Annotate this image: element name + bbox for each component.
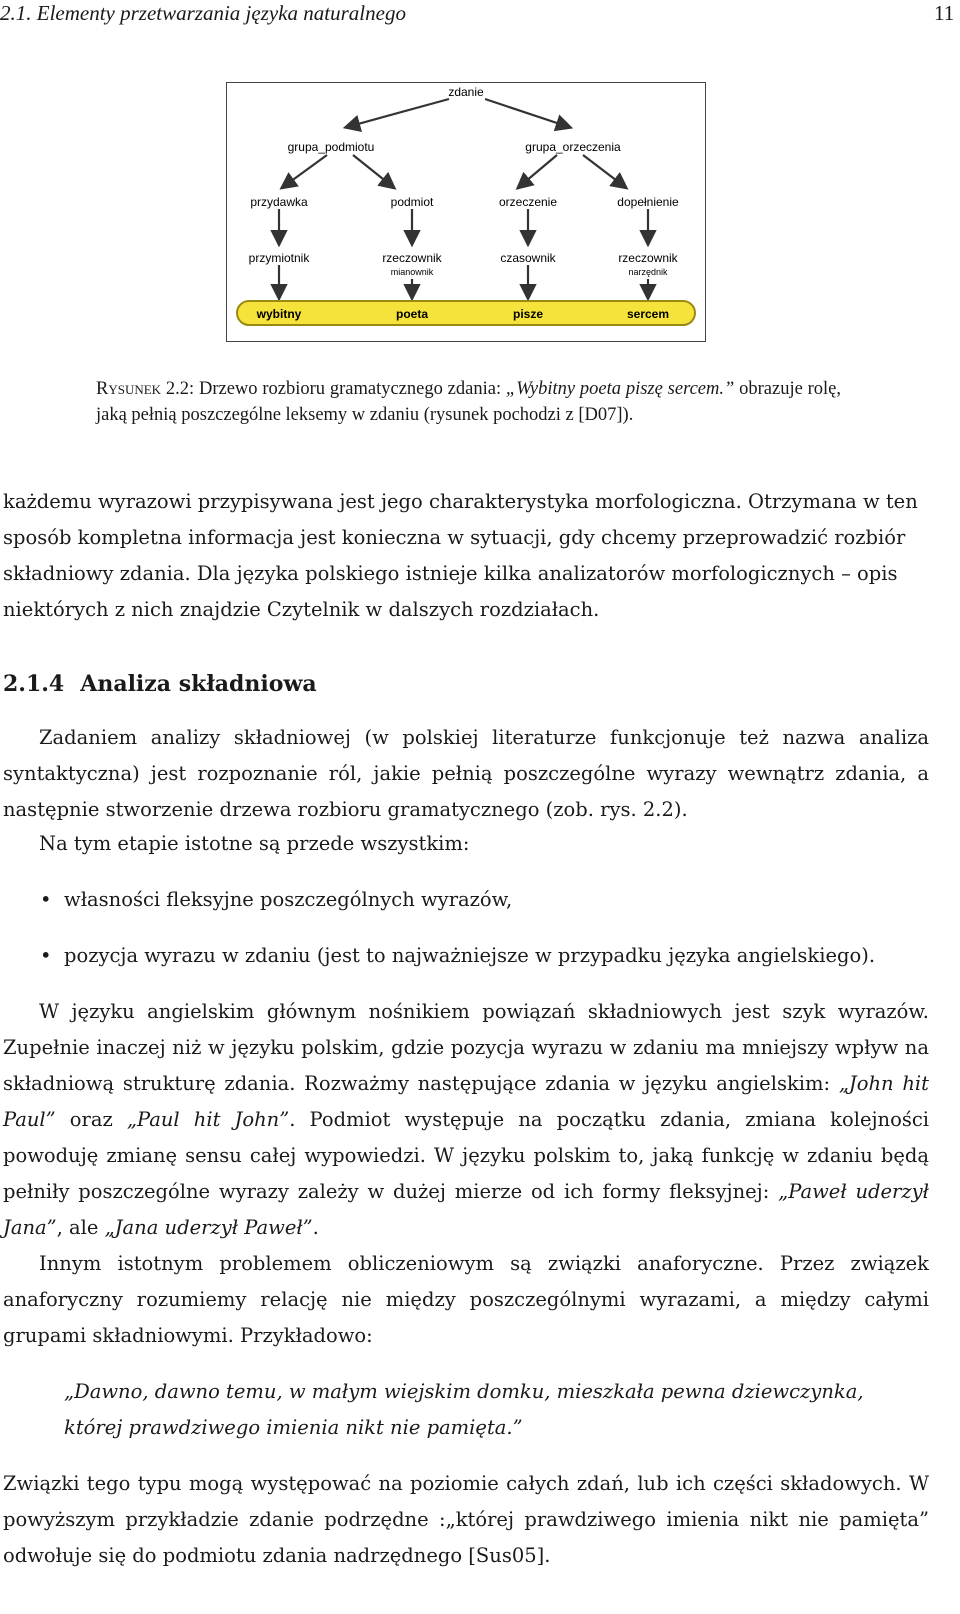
paragraph-6: Związki tego typu mogą występować na poziomie całych zdań, lub ich części składowych. W powyższym przykładzie zdanie podrzędne :„której prawdziwego imienia nikt nie pamięta” odwołuje się do podmiotu zdania nadrzędnego [Sus05]. xyxy=(3,1472,929,1567)
paragraph-5: Innym istotnym problemem obliczeniowym są związki anaforyczne. Przez związek anaforyczny rozumiemy relację nie między poszczególnymi wyrazami, a między całymi grupami składniowymi. Przykładowo: xyxy=(3,1252,929,1347)
parse-tree-diagram xyxy=(227,83,705,341)
case-instrumental: narzędnik xyxy=(628,267,668,277)
caption-number: 2.2: xyxy=(165,379,195,399)
section-heading xyxy=(3,666,317,702)
node-noun-1: rzeczownik xyxy=(382,251,442,265)
node-noun-2: rzeczownik xyxy=(618,251,678,265)
figure-caption xyxy=(96,376,841,428)
node-root: zdanie xyxy=(448,85,484,99)
node-subject-group: grupa_podmiotu xyxy=(287,140,375,154)
example-polish-1: „Paweł uderzył Jana” xyxy=(3,1180,929,1239)
word-2: poeta xyxy=(395,307,429,321)
word-3: pisze xyxy=(512,307,544,321)
word-1: wybitny xyxy=(256,307,302,321)
section-title: Analiza składniowa xyxy=(80,671,317,697)
section-number: 2.1.4 xyxy=(3,671,65,697)
paragraph-1: każdemu wyrazowi przypisywana jest jego charakterystyka morfologiczna. Otrzymana w ten sposób kompletna informacja jest konieczna w sytuacji, gdy chcemy przeprowadzić rozbiór składniowy zdania. Dla języka polskiego istnieje kilka analizatorów morfologicznych – opis niektórych z nich znajdzie Czytelnik w dalszych rozdziałach. xyxy=(3,490,918,621)
node-predicate: orzeczenie xyxy=(498,195,558,209)
node-subject: podmiot xyxy=(390,195,434,209)
bullet-icon: • xyxy=(40,944,52,967)
node-verb: czasownik xyxy=(500,251,556,265)
node-adjective: przymiotnik xyxy=(248,251,310,265)
caption-text-before: Drzewo rozbioru gramatycznego zdania: xyxy=(194,379,506,399)
node-predicate-group: grupa_orzeczenia xyxy=(525,140,621,154)
example-english-2: „Paul hit John” xyxy=(126,1108,290,1131)
page-number: 11 xyxy=(934,1,955,25)
running-header: 2.1. Elementy przetwarzania języka naturalnego xyxy=(0,1,406,25)
paragraph-3: Na tym etapie istotne są przede wszystkim: xyxy=(39,832,470,855)
caption-text-after: obrazuje rolę, jaką pełnią poszczególne leksemy w zdaniu (rysunek pochodzi z [D07]). xyxy=(96,379,842,425)
tree-edges xyxy=(279,99,648,297)
example-english-1: „John hit Paul” xyxy=(3,1072,929,1131)
paragraph-4: W języku angielskim głównym nośnikiem powiązań składniowych jest szyk wyrazów. Zupełnie inaczej niż w języku polskim, gdzie pozycja wyrazu w zdaniu ma mniejszy wpływ na składniową strukturę zdania. Rozważmy następujące zdania w języku angielskim: „John hit Paul” oraz „Paul hit John”. Podmiot występuje na początku zdania, zmiana kolejności powoduję zmianę sensu całej wypowiedzi. W języku polskim to, jaką funkcję w zdaniu będą pełniły poszczególne wyrazy zależy w dużej mierze od ich formy fleksyjnej: „Paweł uderzył Jana”, ale „Jana uderzył Paweł”. xyxy=(3,1000,929,1239)
block-quote: „Dawno, dawno temu, w małym wiejskim domku, mieszkała pewna dziewczynka, której prawdziwego imienia nikt nie pamięta.” xyxy=(64,1380,864,1439)
caption-example: „Wybitny poeta piszę sercem.” xyxy=(505,379,735,399)
bullet-icon: • xyxy=(40,888,52,911)
paragraph-2: Zadaniem analizy składniowej (w polskiej literaturze funkcjonuje też nazwa analiza syntaktyczna) jest rozpoznanie ról, jakie pełnią poszczególne wyrazy wewnątrz zdania, a następnie stworzenie drzewa rozbioru gramatycznego (zob. rys. 2.2). xyxy=(3,726,929,821)
case-nominative: mianownik xyxy=(390,267,434,277)
node-attribute: przydawka xyxy=(250,195,308,209)
word-4: sercem xyxy=(626,307,670,321)
node-object: dopełnienie xyxy=(617,195,679,209)
parse-tree-figure xyxy=(226,82,706,342)
example-polish-2: „Jana uderzył Paweł” xyxy=(104,1216,313,1239)
caption-label: Rysunek xyxy=(96,379,162,399)
